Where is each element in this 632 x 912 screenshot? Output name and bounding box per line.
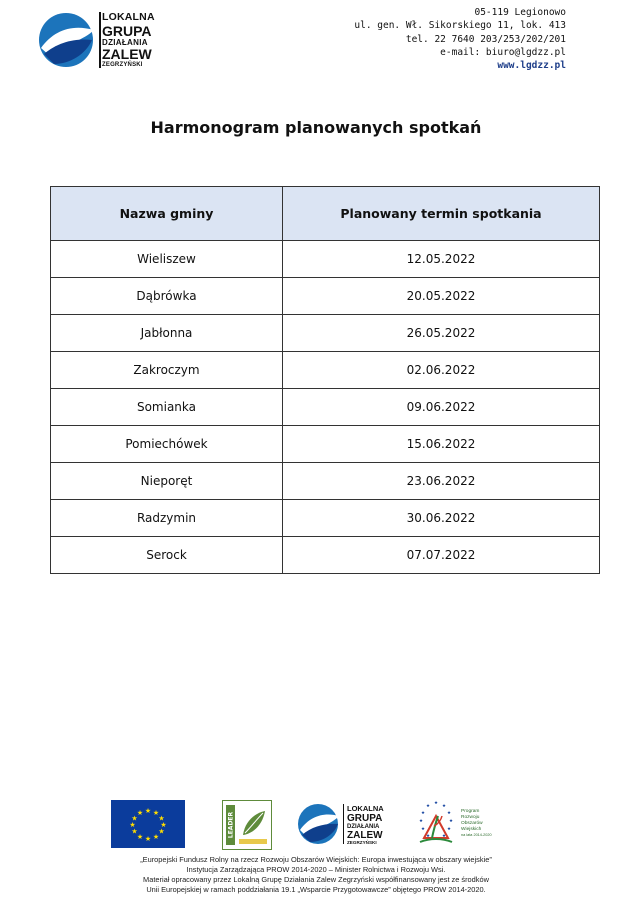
logo-line-1: LOKALNA [102, 11, 155, 23]
date-cell: 09.06.2022 [283, 389, 600, 426]
lgd-logo [36, 10, 176, 72]
small-logo-line-3: DZIAŁANIA [347, 824, 380, 830]
date-cell: 02.06.2022 [283, 352, 600, 389]
svg-text:★: ★ [131, 814, 138, 823]
svg-text:★: ★ [420, 811, 426, 816]
table-row [51, 278, 600, 315]
municipality-cell: Radzymin [51, 500, 283, 537]
logo-line-4: ZALEW [102, 45, 152, 62]
lgd-small-wave-icon [298, 804, 339, 844]
table-row [51, 537, 600, 574]
svg-text:★: ★ [136, 833, 144, 841]
footer-line-2: Instytucja Zarządzająca PROW 2014-2020 – Minister Rolnictwa i Rozwoju Wsi. [186, 865, 446, 874]
prow-emblem-icon [419, 800, 453, 842]
table-row [51, 500, 600, 537]
prow-line-3: Obszarów [461, 821, 483, 826]
footer-funding-note [0, 855, 632, 895]
footer-logos [0, 798, 632, 850]
municipality-cell: Nieporęt [51, 463, 283, 500]
prow-line-1: Program [461, 809, 480, 814]
column-header-date: Planowany termin spotkania [283, 187, 600, 241]
logo-wordmark [102, 12, 182, 68]
svg-text:★: ★ [441, 804, 447, 809]
logo-line-3: DZIAŁANIA [102, 37, 148, 47]
logo-divider [99, 12, 101, 68]
contact-address-1: 05-119 Legionowo [474, 7, 566, 18]
date-cell: 07.07.2022 [283, 537, 600, 574]
prow-line-4: Wiejskich [461, 827, 482, 832]
svg-text:★: ★ [129, 821, 136, 829]
svg-text:★: ★ [448, 819, 454, 824]
svg-text:★: ★ [144, 807, 152, 815]
prow-line-5: na lata 2014-2020 [461, 833, 492, 837]
lgd-small-logo [296, 800, 406, 848]
svg-text:★: ★ [152, 833, 160, 841]
svg-text:★: ★ [441, 834, 447, 839]
svg-text:★: ★ [160, 821, 167, 829]
leader-leaf-icon [223, 801, 271, 849]
table-row [51, 426, 600, 463]
contact-phone: tel. 22 7640 203/253/202/201 [405, 33, 566, 45]
table-row [51, 352, 600, 389]
svg-text:★: ★ [425, 804, 431, 809]
document-title: Harmonogram planowanych spotkań [150, 118, 482, 137]
municipality-cell: Jabłonna [51, 315, 283, 352]
contact-website-link[interactable]: www.lgdzz.pl [497, 60, 566, 72]
column-header-municipality: Nazwa gminy [51, 187, 283, 241]
schedule-table [50, 186, 600, 574]
svg-text:★: ★ [158, 827, 165, 836]
eu-flag-icon [111, 800, 185, 848]
logo-line-2: GRUPA [102, 22, 152, 39]
svg-text:★: ★ [131, 827, 138, 836]
table-row [51, 241, 600, 278]
date-cell: 15.06.2022 [283, 426, 600, 463]
svg-text:★: ★ [433, 837, 439, 842]
table-row [51, 315, 600, 352]
municipality-cell: Wieliszew [51, 241, 283, 278]
municipality-cell: Pomiechówek [51, 426, 283, 463]
small-logo-line-4: ZALEW [347, 830, 383, 841]
contact-address-2: ul. gen. Wł. Sikorskiego 11, lok. 413 [354, 20, 566, 32]
svg-text:★: ★ [425, 834, 431, 839]
svg-text:★: ★ [446, 811, 452, 816]
eu-stars-icon [111, 800, 185, 848]
prow-logo [414, 798, 496, 850]
small-logo-line-2: GRUPA [347, 813, 383, 824]
small-logo-line-1: LOKALNA [347, 804, 384, 813]
municipality-cell: Somianka [51, 389, 283, 426]
table-header-row [51, 187, 600, 241]
svg-text:★: ★ [420, 827, 426, 832]
svg-text:★: ★ [433, 801, 439, 806]
footer-line-1: „Europejski Fundusz Rolny na rzecz Rozwoju Obszarów Wiejskich: Europa inwestująca w obszary wiejskie” [140, 855, 492, 864]
leader-label: LEADER [227, 811, 235, 839]
municipality-cell: Dąbrówka [51, 278, 283, 315]
table-row [51, 389, 600, 426]
svg-text:★: ★ [144, 835, 152, 843]
svg-text:★: ★ [152, 809, 160, 817]
svg-text:★: ★ [158, 814, 165, 823]
date-cell: 23.06.2022 [283, 463, 600, 500]
logo-line-5: ZEGRZYŃSKI [102, 61, 143, 68]
date-cell: 30.06.2022 [283, 500, 600, 537]
prow-line-2: Rozwoju [461, 815, 480, 820]
date-cell: 26.05.2022 [283, 315, 600, 352]
svg-text:★: ★ [136, 809, 144, 817]
leader-logo [222, 800, 272, 850]
date-cell: 12.05.2022 [283, 241, 600, 278]
small-logo-line-5: ZEGRZYŃSKI [347, 840, 377, 845]
lgd-wave-icon [36, 10, 98, 68]
svg-text:★: ★ [446, 827, 452, 832]
footer-line-3: Materiał opracowany przez Lokalną Grupę Działania Zalew Zegrzyński współfinansowany jest ze środków [143, 875, 489, 884]
table-row [51, 463, 600, 500]
municipality-cell: Serock [51, 537, 283, 574]
footer-line-4: Unii Europejskiej w ramach poddziałania 19.1 „Wsparcie Przygotowawcze” objętego PROW 2014-2020. [146, 885, 486, 894]
contact-email[interactable]: e-mail: biuro@lgdzz.pl [440, 46, 566, 58]
svg-text:★: ★ [418, 819, 424, 824]
date-cell: 20.05.2022 [283, 278, 600, 315]
municipality-cell: Zakroczym [51, 352, 283, 389]
contact-block [354, 6, 566, 72]
